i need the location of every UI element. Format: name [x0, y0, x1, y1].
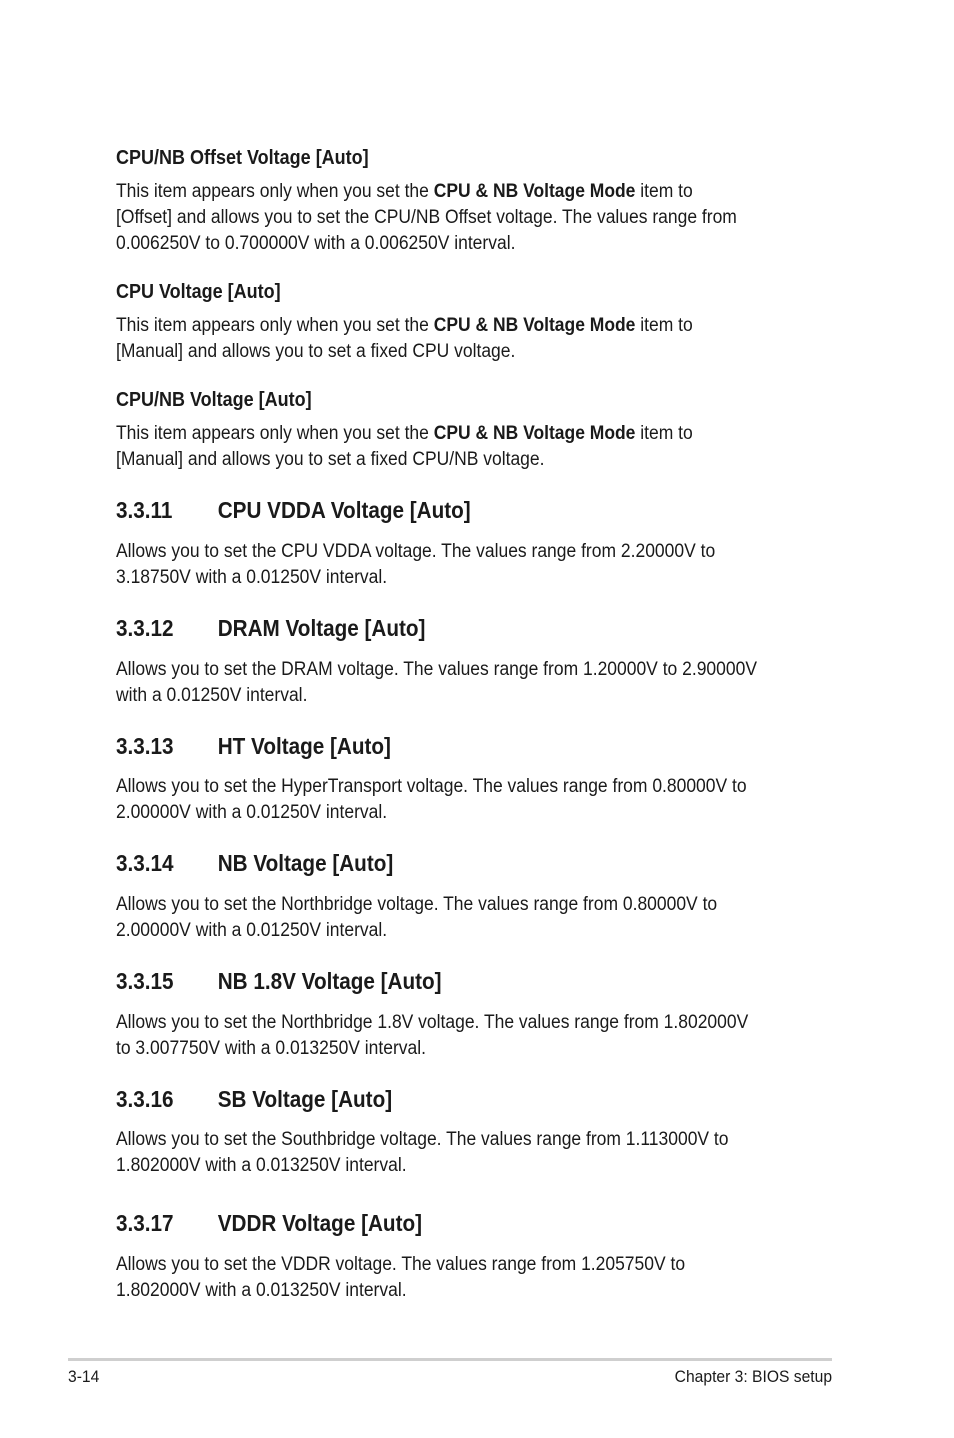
chapter-title: Chapter 3: BIOS setup	[674, 1367, 832, 1386]
section-heading-3-3-14	[116, 849, 393, 877]
section-paragraph-3-3-13	[116, 774, 747, 826]
section-title: NB Voltage [Auto]	[217, 850, 394, 876]
paragraph-line: [Offset] and allows you to set the CPU/NB Offset voltage. The values range from	[116, 207, 737, 228]
section-title: CPU VDDA Voltage [Auto]	[217, 497, 471, 523]
paragraph-line: 3.18750V with a 0.01250V interval.	[116, 567, 388, 588]
subsection-heading-cpu-voltage: CPU Voltage [Auto]	[116, 281, 281, 303]
text-run: item to	[635, 423, 693, 444]
section-number: 3.3.14	[116, 850, 174, 876]
page-number: 3-14	[68, 1367, 100, 1386]
paragraph-line: [Manual] and allows you to set a fixed CPU/NB voltage.	[116, 449, 545, 470]
section-number: 3.3.16	[116, 1086, 174, 1112]
section-heading-3-3-11	[116, 496, 471, 524]
subsection-paragraph-cpu-nb-offset-voltage	[116, 179, 737, 257]
section-paragraph-3-3-12	[116, 657, 757, 709]
paragraph-line: Allows you to set the HyperTransport voltage. The values range from 0.80000V to	[116, 776, 747, 797]
section-title: SB Voltage [Auto]	[217, 1086, 393, 1112]
subsection-paragraph-cpu-voltage	[116, 313, 693, 365]
section-heading-3-3-17	[116, 1209, 422, 1237]
paragraph-line: Allows you to set the VDDR voltage. The values range from 1.205750V to	[116, 1254, 686, 1275]
footer-divider	[68, 1358, 832, 1361]
section-number: 3.3.13	[116, 733, 174, 759]
section-paragraph-3-3-11	[116, 539, 715, 591]
section-heading-3-3-12	[116, 614, 425, 642]
section-title: VDDR Voltage [Auto]	[217, 1210, 423, 1236]
text-run: This item appears only when you set the	[116, 423, 434, 444]
paragraph-line: to 3.007750V with a 0.013250V interval.	[116, 1038, 427, 1059]
section-title: HT Voltage [Auto]	[217, 733, 391, 759]
paragraph-line: with a 0.01250V interval.	[116, 685, 308, 706]
paragraph-line	[116, 179, 737, 205]
section-paragraph-3-3-17	[116, 1252, 685, 1304]
paragraph-line: Allows you to set the DRAM voltage. The values range from 1.20000V to 2.90000V	[116, 659, 757, 680]
bold-option-name: CPU & NB Voltage Mode	[433, 423, 636, 444]
section-number: 3.3.11	[116, 497, 173, 523]
paragraph-line: Allows you to set the Northbridge voltage. The values range from 0.80000V to	[116, 894, 718, 915]
section-heading-3-3-15	[116, 967, 442, 995]
subsection-heading-cpu-nb-offset-voltage: CPU/NB Offset Voltage [Auto]	[116, 147, 369, 169]
section-number: 3.3.15	[116, 968, 174, 994]
section-paragraph-3-3-14	[116, 892, 717, 944]
section-heading-3-3-16	[116, 1085, 392, 1113]
section-paragraph-3-3-16	[116, 1127, 729, 1179]
bold-option-name: CPU & NB Voltage Mode	[433, 315, 636, 336]
section-title: NB 1.8V Voltage [Auto]	[217, 968, 442, 994]
paragraph-line: Allows you to set the Northbridge 1.8V voltage. The values range from 1.802000V	[116, 1012, 749, 1033]
paragraph-line: Allows you to set the Southbridge voltage. The values range from 1.113000V to	[116, 1129, 729, 1150]
paragraph-line: Allows you to set the CPU VDDA voltage. The values range from 2.20000V to	[116, 541, 716, 562]
section-paragraph-3-3-15	[116, 1010, 748, 1062]
text-run: This item appears only when you set the	[116, 181, 434, 202]
paragraph-line: 2.00000V with a 0.01250V interval.	[116, 802, 388, 823]
bold-option-name: CPU & NB Voltage Mode	[433, 181, 636, 202]
paragraph-line: 2.00000V with a 0.01250V interval.	[116, 920, 388, 941]
text-run: item to	[635, 315, 693, 336]
section-title: DRAM Voltage [Auto]	[217, 615, 426, 641]
subsection-paragraph-cpu-nb-voltage	[116, 421, 693, 473]
text-run: item to	[635, 181, 693, 202]
paragraph-line	[116, 421, 693, 447]
paragraph-line: 1.802000V with a 0.013250V interval.	[116, 1280, 407, 1301]
subsection-heading-cpu-nb-voltage: CPU/NB Voltage [Auto]	[116, 389, 312, 411]
section-number: 3.3.17	[116, 1210, 174, 1236]
paragraph-line: [Manual] and allows you to set a fixed CPU voltage.	[116, 341, 516, 362]
paragraph-line	[116, 313, 693, 339]
paragraph-line: 0.006250V to 0.700000V with a 0.006250V interval.	[116, 233, 516, 254]
section-number: 3.3.12	[116, 615, 174, 641]
paragraph-line: 1.802000V with a 0.013250V interval.	[116, 1155, 407, 1176]
section-heading-3-3-13	[116, 732, 391, 760]
text-run: This item appears only when you set the	[116, 315, 434, 336]
